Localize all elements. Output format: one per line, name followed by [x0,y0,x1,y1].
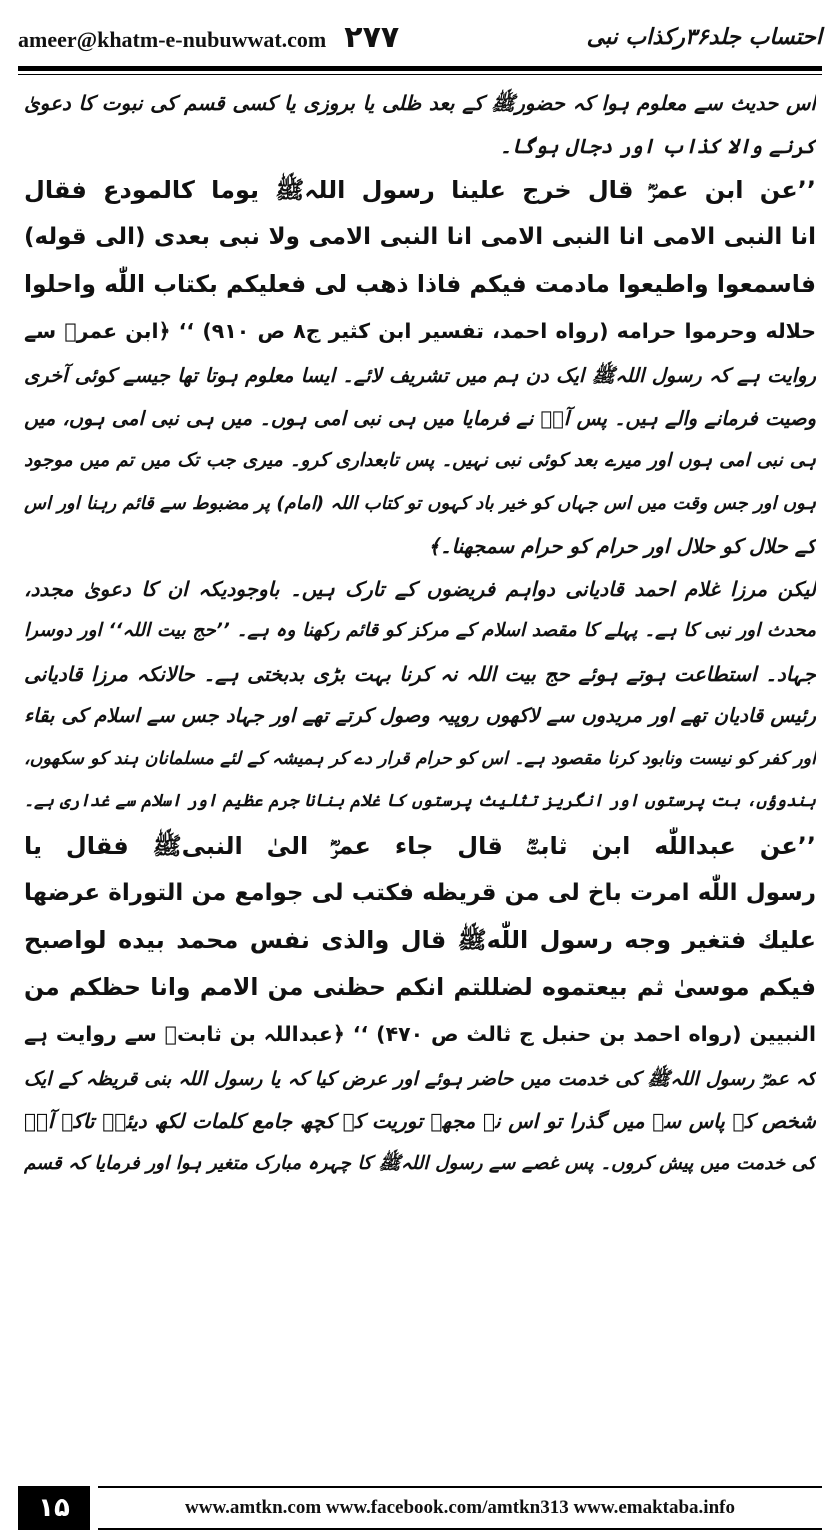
footer-urls: www.amtkn.com www.facebook.com/amtkn313 www.emaktaba.info [98,1486,822,1530]
page-number: ۲۷۷ [344,19,400,55]
arabic-hadith-line: حلاله وحرموا حرامه (رواه احمد، تفسیر ابن کثیر ج۸ ص ۹۱۰) ‘‘ ﴿ابن عمرؓ سے [24,319,816,343]
arabic-hadith-line: علیك فتغیر وجه رسول اللّٰهﷺ قال والذی نفس محمد بیده لواصبح [24,925,816,954]
urdu-text-line: اس حدیث سے معلوم ہوا کہ حضورﷺ کے بعد ظلی یا بروزی یا کسی قسم کی نبوت کا دعویٰ [24,91,816,115]
arabic-hadith-line: ’’عن عبداللّٰه ابن ثابتؓ قال جاء عمرؓ الیٰ النبیﷺ فقال یا [24,831,816,860]
page-body [24,82,816,1470]
arabic-hadith-line: فیکم موسیٰ ثم بیعتموه لضللتم انکم حظنی من الامم وانا حظکم من [24,972,816,1001]
urdu-text-line: وصیت فرمانے والے ہیں۔ پس آپؐ نے فرمایا میں ہی نبی امی ہوں۔ میں ہی نبی امی ہوں، میں [24,406,816,430]
arabic-hadith-line: فاسمعوا واطیعوا مادمت فیکم فاذا ذهب لی فعلیکم بکتاب اللّٰه واحلوا [24,270,816,298]
urdu-text-line: ہوں اور جس وقت میں اس جہاں کو خیر باد کہوں تو کتاب اللہ (امام) پر مضبوط سے قائم رہنا اور اس [24,492,816,514]
urdu-text-line: جہاد۔ استطاعت ہوتے ہوئے حج بیت اللہ نہ کرنا بہت بڑی بدبختی ہے۔ حالانکہ مرزا قادیانی [24,661,816,686]
urdu-text-line: روایت ہے کہ رسول اللہﷺ ایک دن ہم میں تشریف لائے۔ ایسا معلوم ہوتا تھا جیسے کوئی آخری [24,364,816,387]
arabic-hadith-line: انا النبی الامی انا النبی الامی انا النبی الامی ولا نبی بعدی (الی قوله) [24,224,816,250]
header-rule-thin [18,74,822,75]
urdu-text-line: کرنے والا کذاب اور دجال ہوگا۔ [499,133,816,158]
arabic-hadith-line: ’’عن ابن عمرؓ قال خرج علینا رسول اللہﷺ یوما کالمودع فقال [24,176,816,204]
arabic-hadith-line: رسول اللّٰه امرت باخ لی من قریظه فکتب لی جوامع من التوراة عرضها [24,879,816,906]
page-header [18,14,822,60]
urdu-text-line: رئیس قادیان تھے اور مریدوں سے لاکھوں روپیہ وصول کرتے تھے اور جہاد جس سے اسلام کی بقاء [24,704,816,727]
folio-number: ۱۵ [18,1486,90,1530]
urdu-text-line: کہ عمرؓ رسول اللہﷺ کی خدمت میں حاضر ہوئے اور عرض کیا کہ یا رسول اللہ بنی قریظہ کے ایک [24,1067,816,1090]
book-title: احتساب جلد۳۶رکذاب نبی [586,24,822,50]
header-email: ameer@khatm-e-nubuwwat.com [18,26,327,52]
urdu-text-line: ہی نبی امی ہوں اور میرے بعد کوئی نبی نہیں۔ پس تابعداری کرو۔ میری جب تک میں تم میں موجود [24,450,816,471]
urdu-text-line: شخص کے پاس سے میں گذرا تو اس نے مجھے توریت کے کچھ جامع کلمات لکھ دیئے۔ تاکہ آپؐ [24,1109,816,1133]
urdu-text-line: ہندوؤں، بت پرستوں اور انگریز تثلیث پرستوں کا غلام بنانا جرم عظیم اور اسلام سے غداری ہے۔ [24,791,816,811]
urdu-text-line: کے حلال کو حلال اور حرام کو حرام سمجھنا۔﴾ [428,534,816,558]
header-rule [18,66,822,71]
urdu-text-line: کی خدمت میں پیش کروں۔ پس غصے سے رسول اللہﷺ کا چہرہ مبارک متغیر ہوا اور فرمایا کہ قسم [24,1152,816,1174]
header-left [18,20,399,55]
page-footer [18,1486,822,1530]
urdu-text-line: اور کفر کو نیست ونابود کرنا مقصود ہے۔ اس کو حرام قرار دے کر ہمیشہ کے لئے مسلمانان ہند کو سکھوں، [24,748,816,769]
urdu-text-line: لیکن مرزا غلام احمد قادیانی دواہم فریضوں کے تارک ہیں۔ باوجودیکہ ان کا دعویٰ مجدد، [24,576,816,601]
urdu-text-line: محدث اور نبی کا ہے۔ پہلے کا مقصد اسلام کے مرکز کو قائم رکھنا وہ ہے۔ ’’حج بیت اللہ‘‘ اور دوسرا [24,620,816,641]
arabic-hadith-line: النبیین (رواه احمد بن حنبل ج ثالث ص ۴۷۰) ‘‘ ﴿عبداللہ بن ثابتؓ سے روایت ہے [24,1021,816,1046]
